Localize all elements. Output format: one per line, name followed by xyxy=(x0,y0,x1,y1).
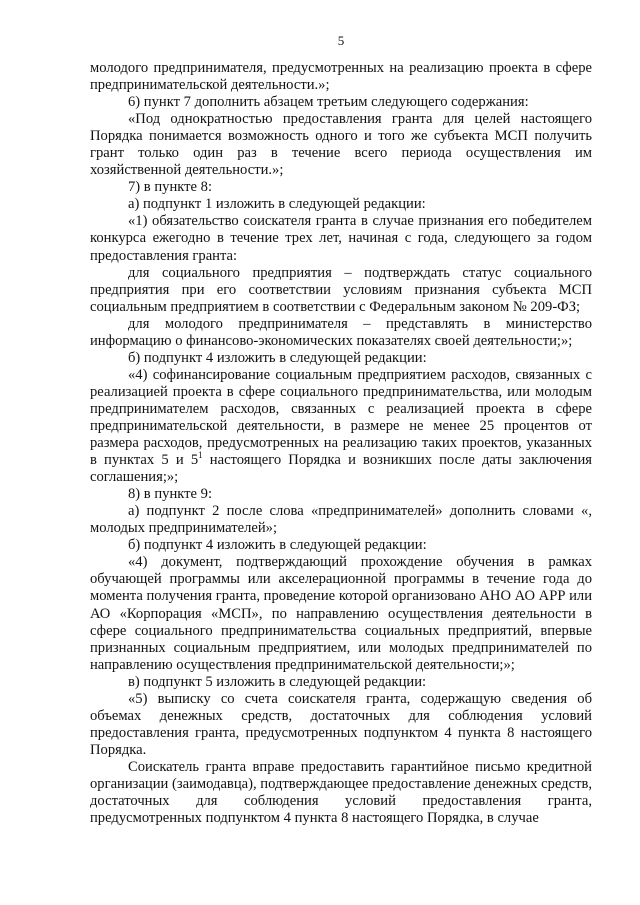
paragraph: «1) обязательство соискателя гранта в случае признания его победителем конкурса ежегодно в течение трех лет, начиная с года, следующего за годом предоставления гранта: xyxy=(90,213,592,264)
paragraph: «4) документ, подтверждающий прохождение обучения в рамках обучающей программы или акселерационной программы в течение года до момента получения гранта, проведение которой организовано АНО АО АРР или АО «Корпорация «МСП», по направлению осуществления деятельности в сфере социального предпринимательства социальных предприятий, впервые признанных социальным предприятием, или молодых предпринимателей по направлению осуществления предпринимательской деятельности;»; xyxy=(90,554,592,673)
document-body xyxy=(90,60,592,827)
paragraph: Соискатель гранта вправе предоставить гарантийное письмо кредитной организации (заимодавца), подтверждающее предоставление денежных средств, достаточных для соблюдения условий предоставления гранта, предусмотренных подпунктом 4 пункта 8 настоящего Порядка, в случае xyxy=(90,758,592,827)
paragraph: для социального предприятия – подтверждать статус социального предприятия при его соответствии условиям признания субъекта МСП социальным предприятием в соответствии с Федеральным законом № 209-ФЗ; xyxy=(90,264,592,315)
paragraph xyxy=(90,367,592,486)
paragraph-text: «4) софинансирование социальным предприятием расходов, связанных с реализацией проекта в сфере социального предпринимательства, или молодым предпринимателем расходов, связанных с реализацией проекта в сфере предпринимательской деятельности, в размере не менее 25 процентов от размера расходов, предусмотренных на реализацию таких проектов, указанных в пунктах 5 и 5 xyxy=(90,366,592,469)
paragraph: а) подпункт 2 после слова «предпринимателей» дополнить словами «, молодых предпринимателей»; xyxy=(90,503,592,537)
paragraph: для молодого предпринимателя – представлять в министерство информацию о финансово-экономических показателях своей деятельности;»; xyxy=(90,315,592,349)
paragraph: «5) выписку со счета соискателя гранта, содержащую сведения об объемах денежных средств, достаточных для соблюдения условий предоставления гранта, предусмотренных подпунктом 4 пункта 8 настоящего Порядка. xyxy=(90,690,592,758)
paragraph-text: настоящего Порядка и возникших после даты заключения соглашения;»; xyxy=(90,452,592,486)
paragraph: б) подпункт 4 изложить в следующей редакции: xyxy=(128,349,427,366)
paragraph: 7) в пункте 8: xyxy=(128,179,213,196)
paragraph: б) подпункт 4 изложить в следующей редакции: xyxy=(128,537,427,554)
paragraph: 8) в пункте 9: xyxy=(128,486,213,503)
paragraph: в) подпункт 5 изложить в следующей редакции: xyxy=(128,673,427,690)
paragraph: «Под однократностью предоставления гранта для целей настоящего Порядка понимается возможность одного и того же субъекта МСП получить грант только один раз в течение всего периода осуществления им хозяйственной деятельности.»; xyxy=(90,111,592,179)
superscript: 1 xyxy=(198,450,203,461)
page-number: 5 xyxy=(337,33,345,48)
paragraph: молодого предпринимателя, предусмотренных на реализацию проекта в сфере предпринимательской деятельности.»; xyxy=(90,60,592,94)
paragraph: а) подпункт 1 изложить в следующей редакции: xyxy=(128,196,426,213)
paragraph: 6) пункт 7 дополнить абзацем третьим следующего содержания: xyxy=(128,94,529,111)
